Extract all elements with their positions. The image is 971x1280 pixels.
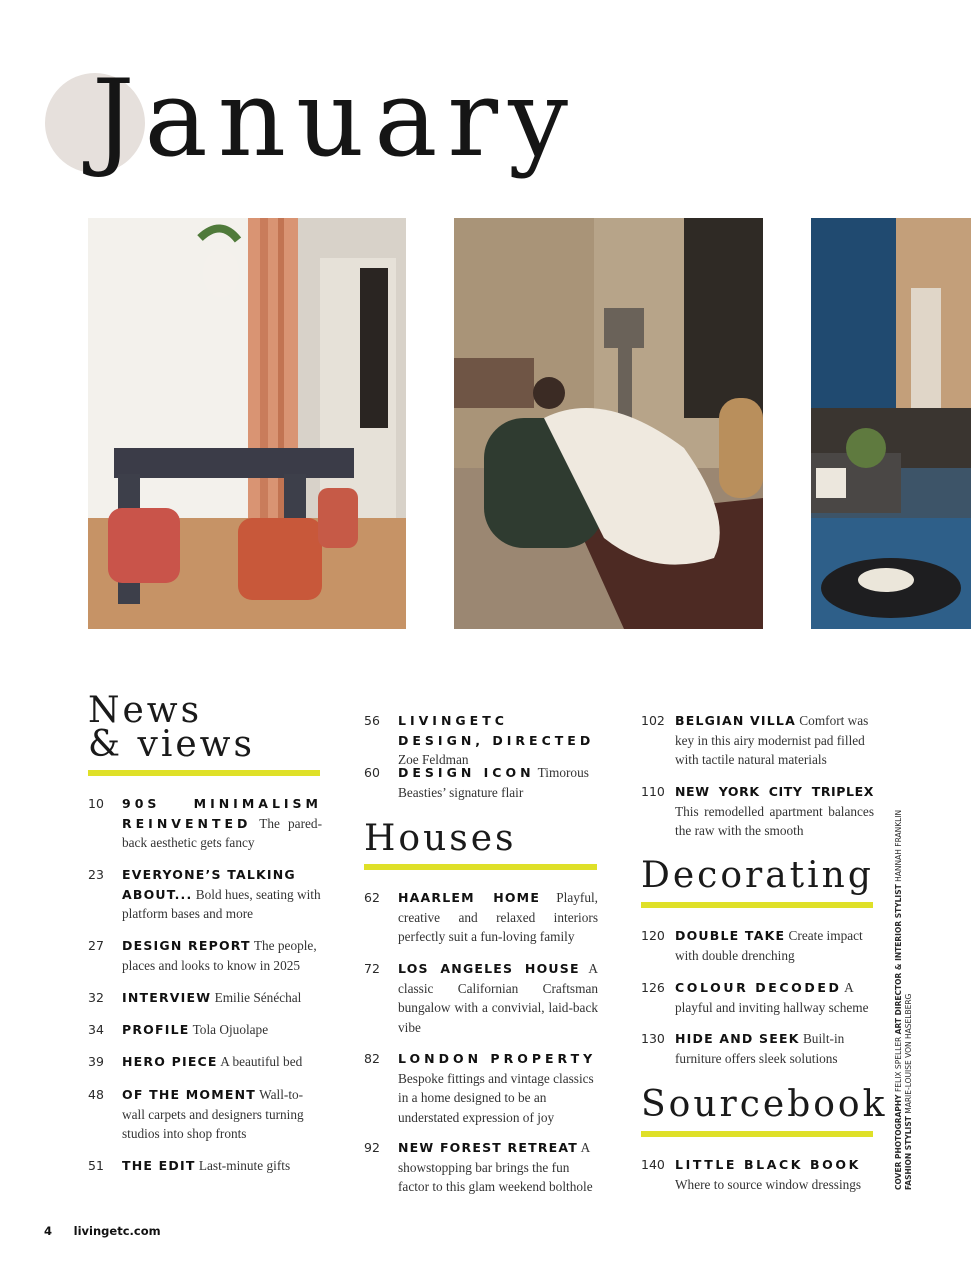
accent-bar	[641, 902, 873, 908]
entry-description: The people, places and looks to know in 2025	[122, 938, 317, 973]
entry-description: Wall-to-wall carpets and designers turning studios into shop fronts	[122, 1087, 304, 1141]
news-heading-line2: & views	[88, 724, 255, 765]
page-number: 32	[88, 990, 104, 1005]
entry-keyword: HAARLEM HOME	[398, 890, 541, 905]
entry-description: Last-minute gifts	[198, 1158, 291, 1173]
entry-description: The pared-back aesthetic gets fancy	[122, 815, 322, 850]
page-number: 126	[641, 980, 665, 995]
toc-entry[interactable]	[88, 988, 322, 1008]
toc-entry[interactable]	[364, 959, 598, 1037]
page-number: 102	[641, 713, 665, 728]
section-heading-news	[88, 690, 255, 765]
photo-credits	[894, 750, 913, 1190]
toc-entry[interactable]	[88, 1156, 322, 1176]
entry-keyword: 90S MINIMALISM REINVENTED	[122, 796, 322, 831]
page-number: 140	[641, 1157, 665, 1172]
entry-keyword: HERO PIECE	[122, 1054, 218, 1069]
accent-bar	[641, 1131, 873, 1137]
entry-keyword: DESIGN REPORT	[122, 938, 251, 953]
page-number: 23	[88, 867, 104, 882]
page-number: 10	[88, 796, 104, 811]
entry-keyword: NEW YORK CITY TRIPLEX	[675, 784, 874, 799]
page-title: January	[92, 57, 578, 180]
entry-keyword: COLOUR DECODED	[675, 980, 842, 995]
section-heading-decorating: Decorating	[641, 855, 874, 896]
entry-keyword: NEW FOREST RETREAT	[398, 1140, 579, 1155]
entry-description: Built-in furniture offers sleek solutions	[675, 1031, 845, 1066]
credit-label: COVER PHOTOGRAPHY	[894, 1094, 903, 1190]
photo-living-room	[811, 218, 971, 629]
page-number: 60	[364, 765, 380, 780]
news-heading-line1: News	[88, 690, 203, 731]
entry-keyword: LITTLE BLACK BOOK	[675, 1157, 861, 1172]
toc-entry[interactable]	[641, 926, 874, 965]
page-number: 72	[364, 961, 380, 976]
credit-name: FELIX SPELLER	[894, 1036, 903, 1093]
toc-entry[interactable]	[641, 978, 874, 1017]
page-number: 110	[641, 784, 665, 799]
page-number: 48	[88, 1087, 104, 1102]
website-link[interactable]: livingetc.com	[73, 1224, 161, 1238]
toc-entry[interactable]	[641, 711, 874, 770]
accent-bar	[88, 770, 320, 776]
credit-name: MARIE-LOUISE VON HASELBERG	[903, 993, 913, 1114]
page-number: 130	[641, 1031, 665, 1046]
page-number: 27	[88, 938, 104, 953]
credit-label: FASHION STYLIST	[903, 1116, 913, 1190]
toc-entry[interactable]	[88, 936, 322, 975]
entry-keyword: DESIGN ICON	[398, 765, 535, 780]
entry-keyword: LONDON PROPERTY	[398, 1051, 597, 1066]
entry-keyword: HIDE AND SEEK	[675, 1031, 800, 1046]
folio-number: 4	[44, 1224, 53, 1238]
entry-description: A showstopping bar brings the fun factor to this glam weekend bolthole	[398, 1140, 593, 1194]
toc-entry[interactable]	[88, 1020, 322, 1040]
entry-description: This remodelled apartment balances the raw with the smooth	[675, 803, 874, 838]
entry-keyword: LOS ANGELES HOUSE	[398, 961, 580, 976]
entry-keyword: EVERYONE’S TALKING ABOUT...	[122, 867, 296, 902]
credit-line-1	[894, 750, 904, 1190]
credit-label: ART DIRECTOR & INTERIOR STYLIST	[894, 884, 903, 1035]
toc-entry[interactable]	[364, 763, 598, 802]
section-heading-houses: Houses	[364, 818, 517, 859]
entry-keyword: THE EDIT	[122, 1158, 196, 1173]
entry-description: A beautiful bed	[220, 1054, 303, 1069]
toc-entry[interactable]	[641, 782, 874, 841]
entry-description: Timorous Beasties’ signature flair	[398, 765, 589, 800]
entry-description: Playful, creative and relaxed interiors perfectly suit a fun-loving family	[398, 890, 598, 944]
entry-description: A classic Californian Craftsman bungalow with a convivial, laid-back vibe	[398, 961, 598, 1035]
toc-entry[interactable]	[88, 1052, 322, 1072]
toc-entry[interactable]	[364, 1049, 598, 1127]
toc-entry[interactable]	[88, 1085, 322, 1144]
entry-description: Comfort was key in this airy modernist pad filled with tactile natural materials	[675, 713, 869, 767]
toc-entry[interactable]	[364, 711, 598, 770]
toc-entry[interactable]	[88, 794, 322, 853]
entry-description: Bespoke fittings and vintage classics in a home designed to be an understated expression of joy	[398, 1070, 594, 1125]
page-number: 82	[364, 1051, 380, 1066]
toc-entry[interactable]	[641, 1029, 874, 1068]
photo-woman-armchair	[454, 218, 763, 629]
page-number: 56	[364, 713, 380, 728]
entry-keyword: DOUBLE TAKE	[675, 928, 786, 943]
section-heading-sourcebook: Sourcebook	[641, 1084, 888, 1125]
page-number: 92	[364, 1140, 380, 1155]
entry-keyword: OF THE MOMENT	[122, 1087, 257, 1102]
page-number: 62	[364, 890, 380, 905]
toc-entry[interactable]	[364, 1138, 598, 1197]
entry-keyword: BELGIAN VILLA	[675, 713, 796, 728]
entry-keyword: INTERVIEW	[122, 990, 212, 1005]
credit-line-2	[904, 750, 914, 1190]
entry-description: A playful and inviting hallway scheme	[675, 980, 869, 1015]
entry-description: Bold hues, seating with platform bases and more	[122, 886, 321, 921]
entry-description: Emilie Sénéchal	[214, 990, 302, 1005]
entry-description: Tola Ojuolape	[192, 1022, 269, 1037]
toc-entry[interactable]	[88, 865, 322, 924]
entry-description: Zoe Feldman	[398, 752, 469, 767]
page-number: 39	[88, 1054, 104, 1069]
accent-bar	[364, 864, 597, 870]
toc-entry[interactable]	[364, 888, 598, 947]
entry-keyword: LIVINGETC DESIGN, DIRECTED	[398, 713, 595, 748]
photo-dining-room	[88, 218, 406, 629]
entry-keyword: PROFILE	[122, 1022, 190, 1037]
page-footer	[44, 1224, 161, 1238]
toc-entry[interactable]	[641, 1155, 874, 1194]
page-number: 51	[88, 1158, 104, 1173]
entry-description: Create impact with double drenching	[675, 928, 863, 963]
entry-description: Where to source window dressings	[675, 1176, 862, 1192]
page-number: 120	[641, 928, 665, 943]
page-number: 34	[88, 1022, 104, 1037]
credit-name: HANNAH FRANKLIN	[894, 809, 903, 882]
